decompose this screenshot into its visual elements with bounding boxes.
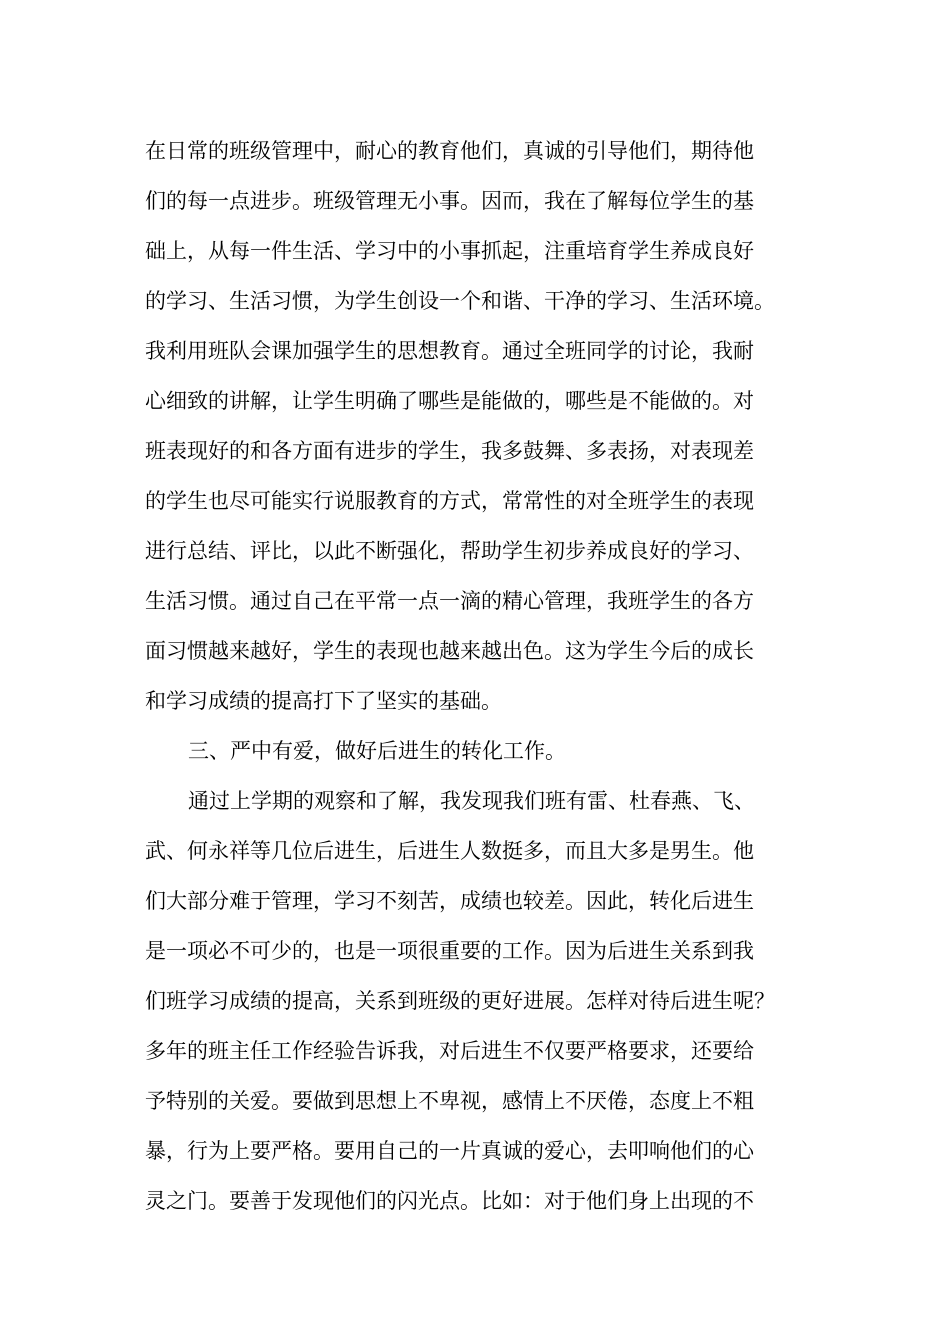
text-line: 多年的班主任工作经验告诉我，对后进生不仅要严格要求，还要给 — [145, 1039, 754, 1063]
text-line: 在日常的班级管理中，耐心的教育他们，真诚的引导他们，期待他 — [145, 139, 754, 163]
text-line: 班表现好的和各方面有进步的学生，我多鼓舞、多表扬，对表现差 — [145, 439, 754, 463]
text-line: 础上，从每一件生活、学习中的小事抓起，注重培育学生养成良好 — [145, 239, 754, 263]
text-line: 通过上学期的观察和了解，我发现我们班有雷、杜春燕、飞、 — [188, 789, 755, 813]
text-line: 的学习、生活习惯，为学生创设一个和谐、干净的学习、生活环境。 — [145, 289, 775, 313]
text-line: 进行总结、评比，以此不断强化，帮助学生初步养成良好的学习、 — [145, 539, 754, 563]
text-line: 的学生也尽可能实行说服教育的方式，常常性的对全班学生的表现 — [145, 489, 754, 513]
text-line: 灵之门。要善于发现他们的闪光点。比如：对于他们身上出现的不 — [145, 1189, 754, 1213]
text-line: 们大部分难于管理，学习不刻苦，成绩也较差。因此，转化后进生 — [145, 889, 754, 913]
text-line: 心细致的讲解，让学生明确了哪些是能做的，哪些是不能做的。对 — [145, 389, 754, 413]
text-line: 们班学习成绩的提高，关系到班级的更好进展。怎样对待后进生呢？ — [145, 989, 775, 1013]
text-line: 我利用班队会课加强学生的思想教育。通过全班同学的讨论，我耐 — [145, 339, 754, 363]
text-line: 生活习惯。通过自己在平常一点一滴的精心管理，我班学生的各方 — [145, 589, 754, 613]
text-line: 们的每一点进步。班级管理无小事。因而，我在了解每位学生的基 — [145, 189, 754, 213]
text-line: 予特别的关爱。要做到思想上不卑视，感情上不厌倦，态度上不粗 — [145, 1089, 754, 1113]
text-line: 是一项必不可少的，也是一项很重要的工作。因为后进生关系到我 — [145, 939, 754, 963]
text-line: 武、何永祥等几位后进生，后进生人数挺多，而且大多是男生。他 — [145, 839, 754, 863]
text-line: 和学习成绩的提高打下了坚实的基础。 — [145, 689, 502, 713]
text-line: 面习惯越来越好，学生的表现也越来越出色。这为学生今后的成长 — [145, 639, 754, 663]
section-heading: 三、严中有爱，做好后进生的转化工作。 — [188, 739, 566, 763]
text-line: 暴，行为上要严格。要用自己的一片真诚的爱心，去叩响他们的心 — [145, 1139, 754, 1163]
